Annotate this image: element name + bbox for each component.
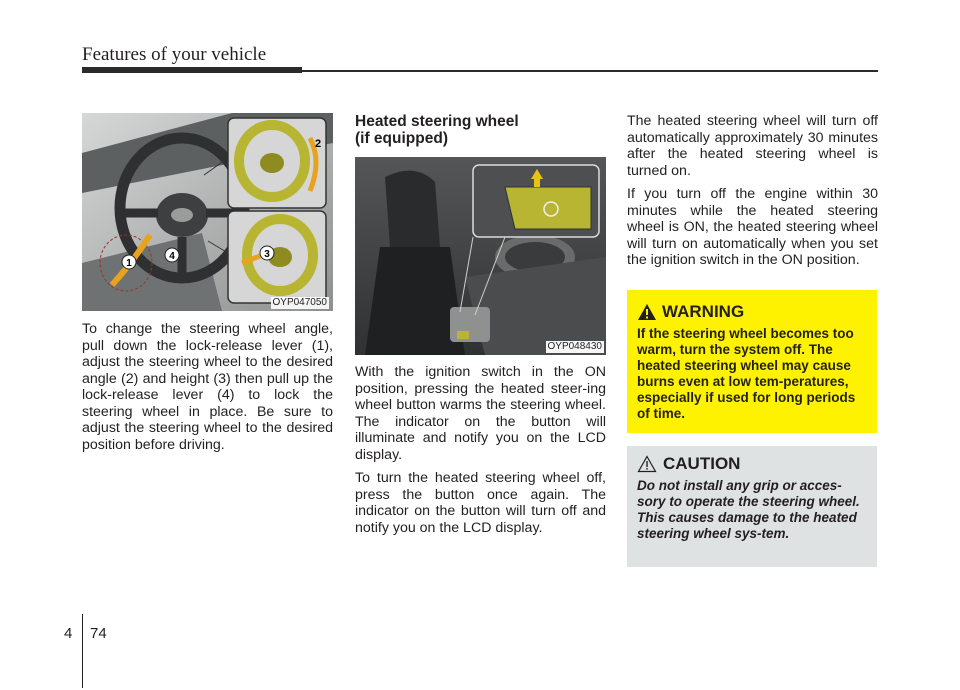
header-rule-thick bbox=[82, 67, 302, 73]
page-number: 74 bbox=[90, 625, 107, 642]
warning-header bbox=[637, 302, 869, 322]
auto-off-paragraph: The heated steering wheel will turn off automatically approximately 30 minutes after the heated steering wheel is turned on. bbox=[627, 113, 878, 179]
middle-column-text bbox=[355, 364, 606, 543]
callout-2: 2 bbox=[315, 138, 322, 150]
caution-title: CAUTION bbox=[663, 454, 741, 473]
callout-3: 3 bbox=[264, 249, 270, 260]
steering-adjust-figure bbox=[82, 113, 333, 311]
heading-line-2: (if equipped) bbox=[355, 130, 448, 147]
caution-header bbox=[637, 454, 869, 474]
callout-1: 1 bbox=[126, 258, 132, 269]
warning-box bbox=[627, 290, 877, 433]
heated-paragraph-2: To turn the heated steering wheel off, press the button once again. The indicator on the button will turn off and notify you on the LCD display. bbox=[355, 470, 606, 536]
warning-triangle-icon bbox=[637, 303, 657, 321]
callout-4: 4 bbox=[169, 251, 175, 262]
caution-triangle-icon bbox=[637, 455, 657, 473]
heading-line-1: Heated steering wheel bbox=[355, 113, 519, 130]
steering-adjust-paragraph: To change the steering wheel angle, pull down the lock-release lever (1), adjust the steering wheel to the desired angle (2) and height (3) then pull up the lock-release lever (4) to lock the steering wheel in place. Be sure to adjust the steering wheel to the desired position before driving. bbox=[82, 321, 333, 453]
right-column-text bbox=[627, 113, 878, 276]
heated-switch-figure bbox=[355, 157, 606, 355]
left-column-text bbox=[82, 321, 333, 460]
caution-text: Do not install any grip or acces-sory to operate the steering wheel. This causes damage to the heated steering wheel sys-tem. bbox=[637, 478, 860, 541]
auto-on-paragraph: If you turn off the engine within 30 minutes while the heated steering wheel is ON, the heated steering wheel will turn on automatically when you set the ignition switch in the ON position. bbox=[627, 186, 878, 268]
heated-paragraph-1: With the ignition switch in the ON position, pressing the heated steer-ing wheel button warms the steering wheel. The indicator on the button will illuminate and notify you on the LCD display. bbox=[355, 364, 606, 463]
footer-divider bbox=[82, 614, 83, 688]
chapter-number: 4 bbox=[64, 625, 73, 642]
figure-code-steering: OYP047050 bbox=[272, 297, 327, 308]
caution-box bbox=[627, 446, 877, 567]
warning-title: WARNING bbox=[662, 302, 745, 321]
figure-code-heated: OYP048430 bbox=[547, 341, 602, 352]
header-rule-thin bbox=[302, 70, 878, 72]
section-heading bbox=[355, 113, 605, 147]
page-header-title: Features of your vehicle bbox=[82, 44, 267, 65]
warning-text: If the steering wheel becomes too warm, turn the system off. The heated steering wheel may cause burns even at low tem-peratures, especially if used for long periods of time. bbox=[637, 326, 856, 421]
